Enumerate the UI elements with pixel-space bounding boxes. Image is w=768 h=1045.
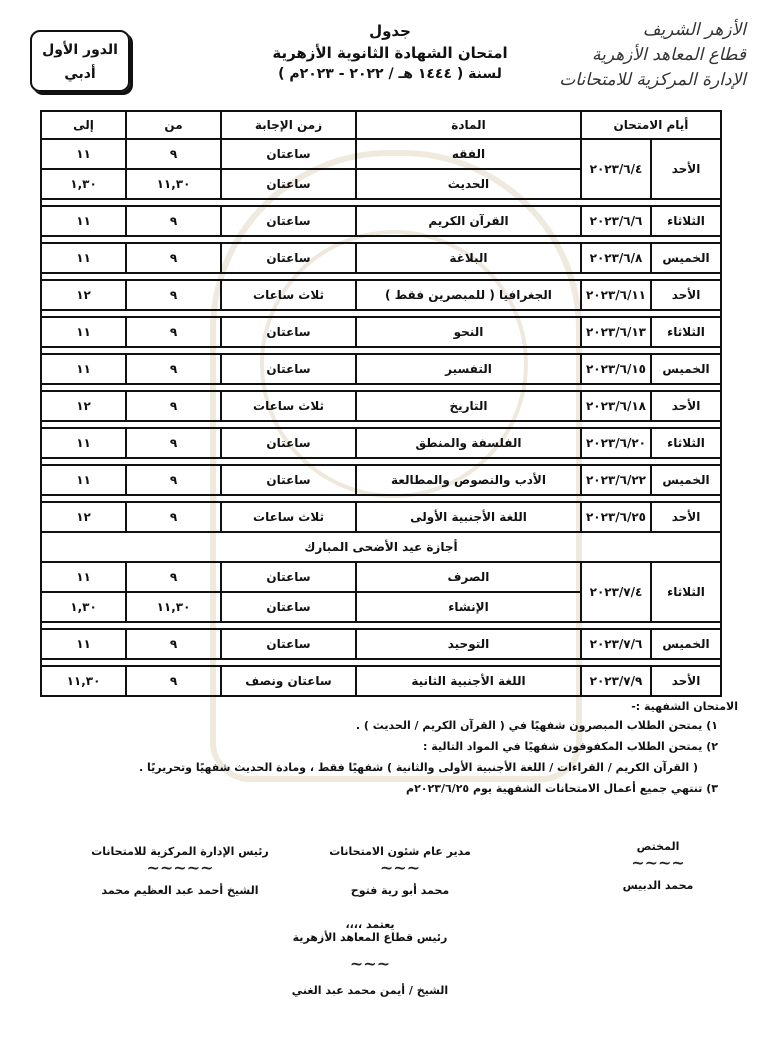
holiday-row: [41, 532, 721, 562]
to-cell: ١١: [41, 139, 126, 169]
row-gap: [41, 273, 721, 280]
table-row: [41, 139, 721, 169]
from-cell: ٩: [126, 280, 221, 310]
from-cell: ٩: [126, 206, 221, 236]
handwritten-signature: ~~~: [349, 954, 391, 973]
row-gap: [41, 384, 721, 391]
subject-cell: اللغة الأجنبية الأولى: [356, 502, 581, 532]
day-cell: الخميس: [651, 629, 721, 659]
row-gap: [41, 421, 721, 428]
duration-cell: ساعتان: [221, 354, 356, 384]
subject-cell: الجغرافيا ( للمبصرين فقط ): [356, 280, 581, 310]
subject-cell: التوحيد: [356, 629, 581, 659]
from-cell: ٩: [126, 354, 221, 384]
row-gap: [41, 659, 721, 666]
from-cell: ٩: [126, 629, 221, 659]
from-cell: ٩: [126, 243, 221, 273]
row-gap: [41, 458, 721, 465]
from-cell: ٩: [126, 391, 221, 421]
to-cell: ١٢: [41, 280, 126, 310]
to-cell: ١٢: [41, 502, 126, 532]
table-row: [41, 428, 721, 458]
subject-cell: النحو: [356, 317, 581, 347]
to-cell: ١١: [41, 465, 126, 495]
day-cell: الثلاثاء: [651, 206, 721, 236]
note-item: ٣) تنتهي جميع أعمال الامتحانات الشفهية يوم ٢٠٢٣/٦/٢٥م: [406, 782, 718, 795]
oral-exam-notes: [38, 700, 738, 803]
row-gap: [41, 310, 721, 317]
from-cell: ٩: [126, 139, 221, 169]
col-duration: زمن الإجابة: [221, 111, 356, 139]
notes-title: الامتحان الشفهية :-: [631, 700, 738, 713]
date-cell: ٢٠٢٣/٦/١٣: [581, 317, 651, 347]
holiday-cell: أجازة عيد الأضحى المبارك: [41, 532, 721, 562]
to-cell: ١,٣٠: [41, 169, 126, 199]
badge-line: أدبي: [64, 66, 96, 82]
to-cell: ١١: [41, 206, 126, 236]
duration-cell: ساعتان: [221, 592, 356, 622]
from-cell: ٩: [126, 562, 221, 592]
document-title: [240, 22, 540, 82]
subject-cell: الحديث: [356, 169, 581, 199]
table-row: [41, 502, 721, 532]
from-cell: ٩: [126, 666, 221, 696]
from-cell: ٩: [126, 465, 221, 495]
handwritten-signature: ~~~: [379, 858, 421, 877]
col-from: من: [126, 111, 221, 139]
to-cell: ١٢: [41, 391, 126, 421]
row-gap: [41, 622, 721, 629]
table-header-row: [41, 111, 721, 139]
day-cell: الخميس: [651, 354, 721, 384]
duration-cell: ساعتان: [221, 169, 356, 199]
row-gap: [41, 495, 721, 502]
subject-cell: التاريخ: [356, 391, 581, 421]
session-badge: [30, 30, 130, 92]
institution-line: قطاع المعاهد الأزهرية: [591, 45, 746, 65]
handwritten-signature: ~~~~: [631, 853, 685, 872]
subject-cell: الفلسفة والمنطق: [356, 428, 581, 458]
day-cell: الخميس: [651, 465, 721, 495]
to-cell: ١١: [41, 562, 126, 592]
date-cell: ٢٠٢٣/٦/٤: [581, 139, 651, 199]
duration-cell: ساعتان: [221, 562, 356, 592]
institution-header: [546, 18, 746, 93]
subject-cell: التفسير: [356, 354, 581, 384]
badge-line: الدور الأول: [42, 42, 118, 58]
to-cell: ١١,٣٠: [41, 666, 126, 696]
date-cell: ٢٠٢٣/٦/١١: [581, 280, 651, 310]
col-days: أيام الامتحان: [581, 111, 721, 139]
to-cell: ١١: [41, 354, 126, 384]
duration-cell: ثلاث ساعات: [221, 391, 356, 421]
duration-cell: ساعتان ونصف: [221, 666, 356, 696]
subject-cell: البلاغة: [356, 243, 581, 273]
from-cell: ٩: [126, 428, 221, 458]
from-cell: ٩: [126, 317, 221, 347]
subject-cell: اللغة الأجنبية الثانية: [356, 666, 581, 696]
day-cell: الأحد: [651, 391, 721, 421]
subject-cell: الفقه: [356, 139, 581, 169]
from-cell: ٩: [126, 502, 221, 532]
duration-cell: ساعتان: [221, 139, 356, 169]
duration-cell: ساعتان: [221, 206, 356, 236]
note-subitem: ( القرآن الكريم / القراءات / اللغة الأجنبية الأولى والثانية ) شفهيًا فقط ، ومادة الحديث شفهيًا وتحريريًا .: [139, 761, 698, 774]
table-row: [41, 465, 721, 495]
duration-cell: ساعتان: [221, 317, 356, 347]
row-gap: [41, 199, 721, 206]
row-gap: [41, 236, 721, 243]
day-cell: الأحد: [651, 666, 721, 696]
date-cell: ٢٠٢٣/٦/٢٠: [581, 428, 651, 458]
to-cell: ١١: [41, 243, 126, 273]
date-cell: ٢٠٢٣/٦/١٨: [581, 391, 651, 421]
table-row: [41, 354, 721, 384]
duration-cell: ساعتان: [221, 243, 356, 273]
duration-cell: ساعتان: [221, 428, 356, 458]
date-cell: ٢٠٢٣/٦/٢٢: [581, 465, 651, 495]
row-gap: [41, 347, 721, 354]
day-cell: الأحد: [651, 139, 721, 199]
duration-cell: ساعتان: [221, 465, 356, 495]
date-cell: ٢٠٢٣/٦/٨: [581, 243, 651, 273]
date-cell: ٢٠٢٣/٦/٦: [581, 206, 651, 236]
institution-line: الأزهر الشريف: [642, 20, 746, 40]
duration-cell: ساعتان: [221, 629, 356, 659]
date-cell: ٢٠٢٣/٧/٦: [581, 629, 651, 659]
duration-cell: ثلاث ساعات: [221, 280, 356, 310]
exam-schedule-table: [40, 110, 722, 697]
table-row: [41, 562, 721, 592]
day-cell: الأحد: [651, 502, 721, 532]
table-row: [41, 280, 721, 310]
day-cell: الثلاثاء: [651, 428, 721, 458]
signature-exams-director: مدير عام شئون الامتحانات ~~~ محمد أبو رية فتوح: [300, 845, 500, 897]
subject-cell: الصرف: [356, 562, 581, 592]
subject-cell: القرآن الكريم: [356, 206, 581, 236]
note-item: ١) يمتحن الطلاب المبصرون شفهيًا في ( القرآن الكريم / الحديث ) .: [355, 719, 718, 732]
institution-line: الإدارة المركزية للامتحانات: [559, 70, 746, 90]
title-line: امتحان الشهادة الثانوية الأزهرية: [272, 44, 508, 62]
to-cell: ١١: [41, 629, 126, 659]
table-row: [41, 391, 721, 421]
title-line: لسنة ( ١٤٤٤ هـ / ٢٠٢٢ - ٢٠٢٣م ): [278, 66, 502, 82]
day-cell: الأحد: [651, 280, 721, 310]
table-row: [41, 666, 721, 696]
table-row: [41, 317, 721, 347]
table-row: [41, 243, 721, 273]
to-cell: ١١: [41, 428, 126, 458]
title-line: جدول: [369, 22, 411, 40]
date-cell: ٢٠٢٣/٧/٤: [581, 562, 651, 622]
subject-cell: الأدب والنصوص والمطالعة: [356, 465, 581, 495]
date-cell: ٢٠٢٣/٧/٩: [581, 666, 651, 696]
date-cell: ٢٠٢٣/٦/١٥: [581, 354, 651, 384]
table-row: [41, 629, 721, 659]
from-cell: ١١,٣٠: [126, 592, 221, 622]
day-cell: الثلاثاء: [651, 317, 721, 347]
table-row: [41, 206, 721, 236]
subject-cell: الإنشاء: [356, 592, 581, 622]
day-cell: الثلاثاء: [651, 562, 721, 622]
to-cell: ١,٣٠: [41, 592, 126, 622]
col-subject: المادة: [356, 111, 581, 139]
signature-specialist: المختص ~~~~ محمد الدبيس: [588, 840, 728, 892]
day-cell: الخميس: [651, 243, 721, 273]
signature-central-admin-head: رئيس الإدارة المركزية للامتحانات ~~~~~ الشيخ أحمد عبد العظيم محمد: [70, 845, 290, 897]
signature-sector-head: يعتمد ،،،، رئيس قطاع المعاهد الأزهرية ~~~ الشيخ / أيمن محمد عبد الغني: [270, 918, 470, 997]
col-to: إلى: [41, 111, 126, 139]
from-cell: ١١,٣٠: [126, 169, 221, 199]
note-item: ٢) يمتحن الطلاب المكفوفون شفهيًا في المواد التالية :: [423, 740, 718, 753]
handwritten-signature: ~~~~~: [146, 858, 214, 877]
date-cell: ٢٠٢٣/٦/٢٥: [581, 502, 651, 532]
duration-cell: ثلاث ساعات: [221, 502, 356, 532]
to-cell: ١١: [41, 317, 126, 347]
